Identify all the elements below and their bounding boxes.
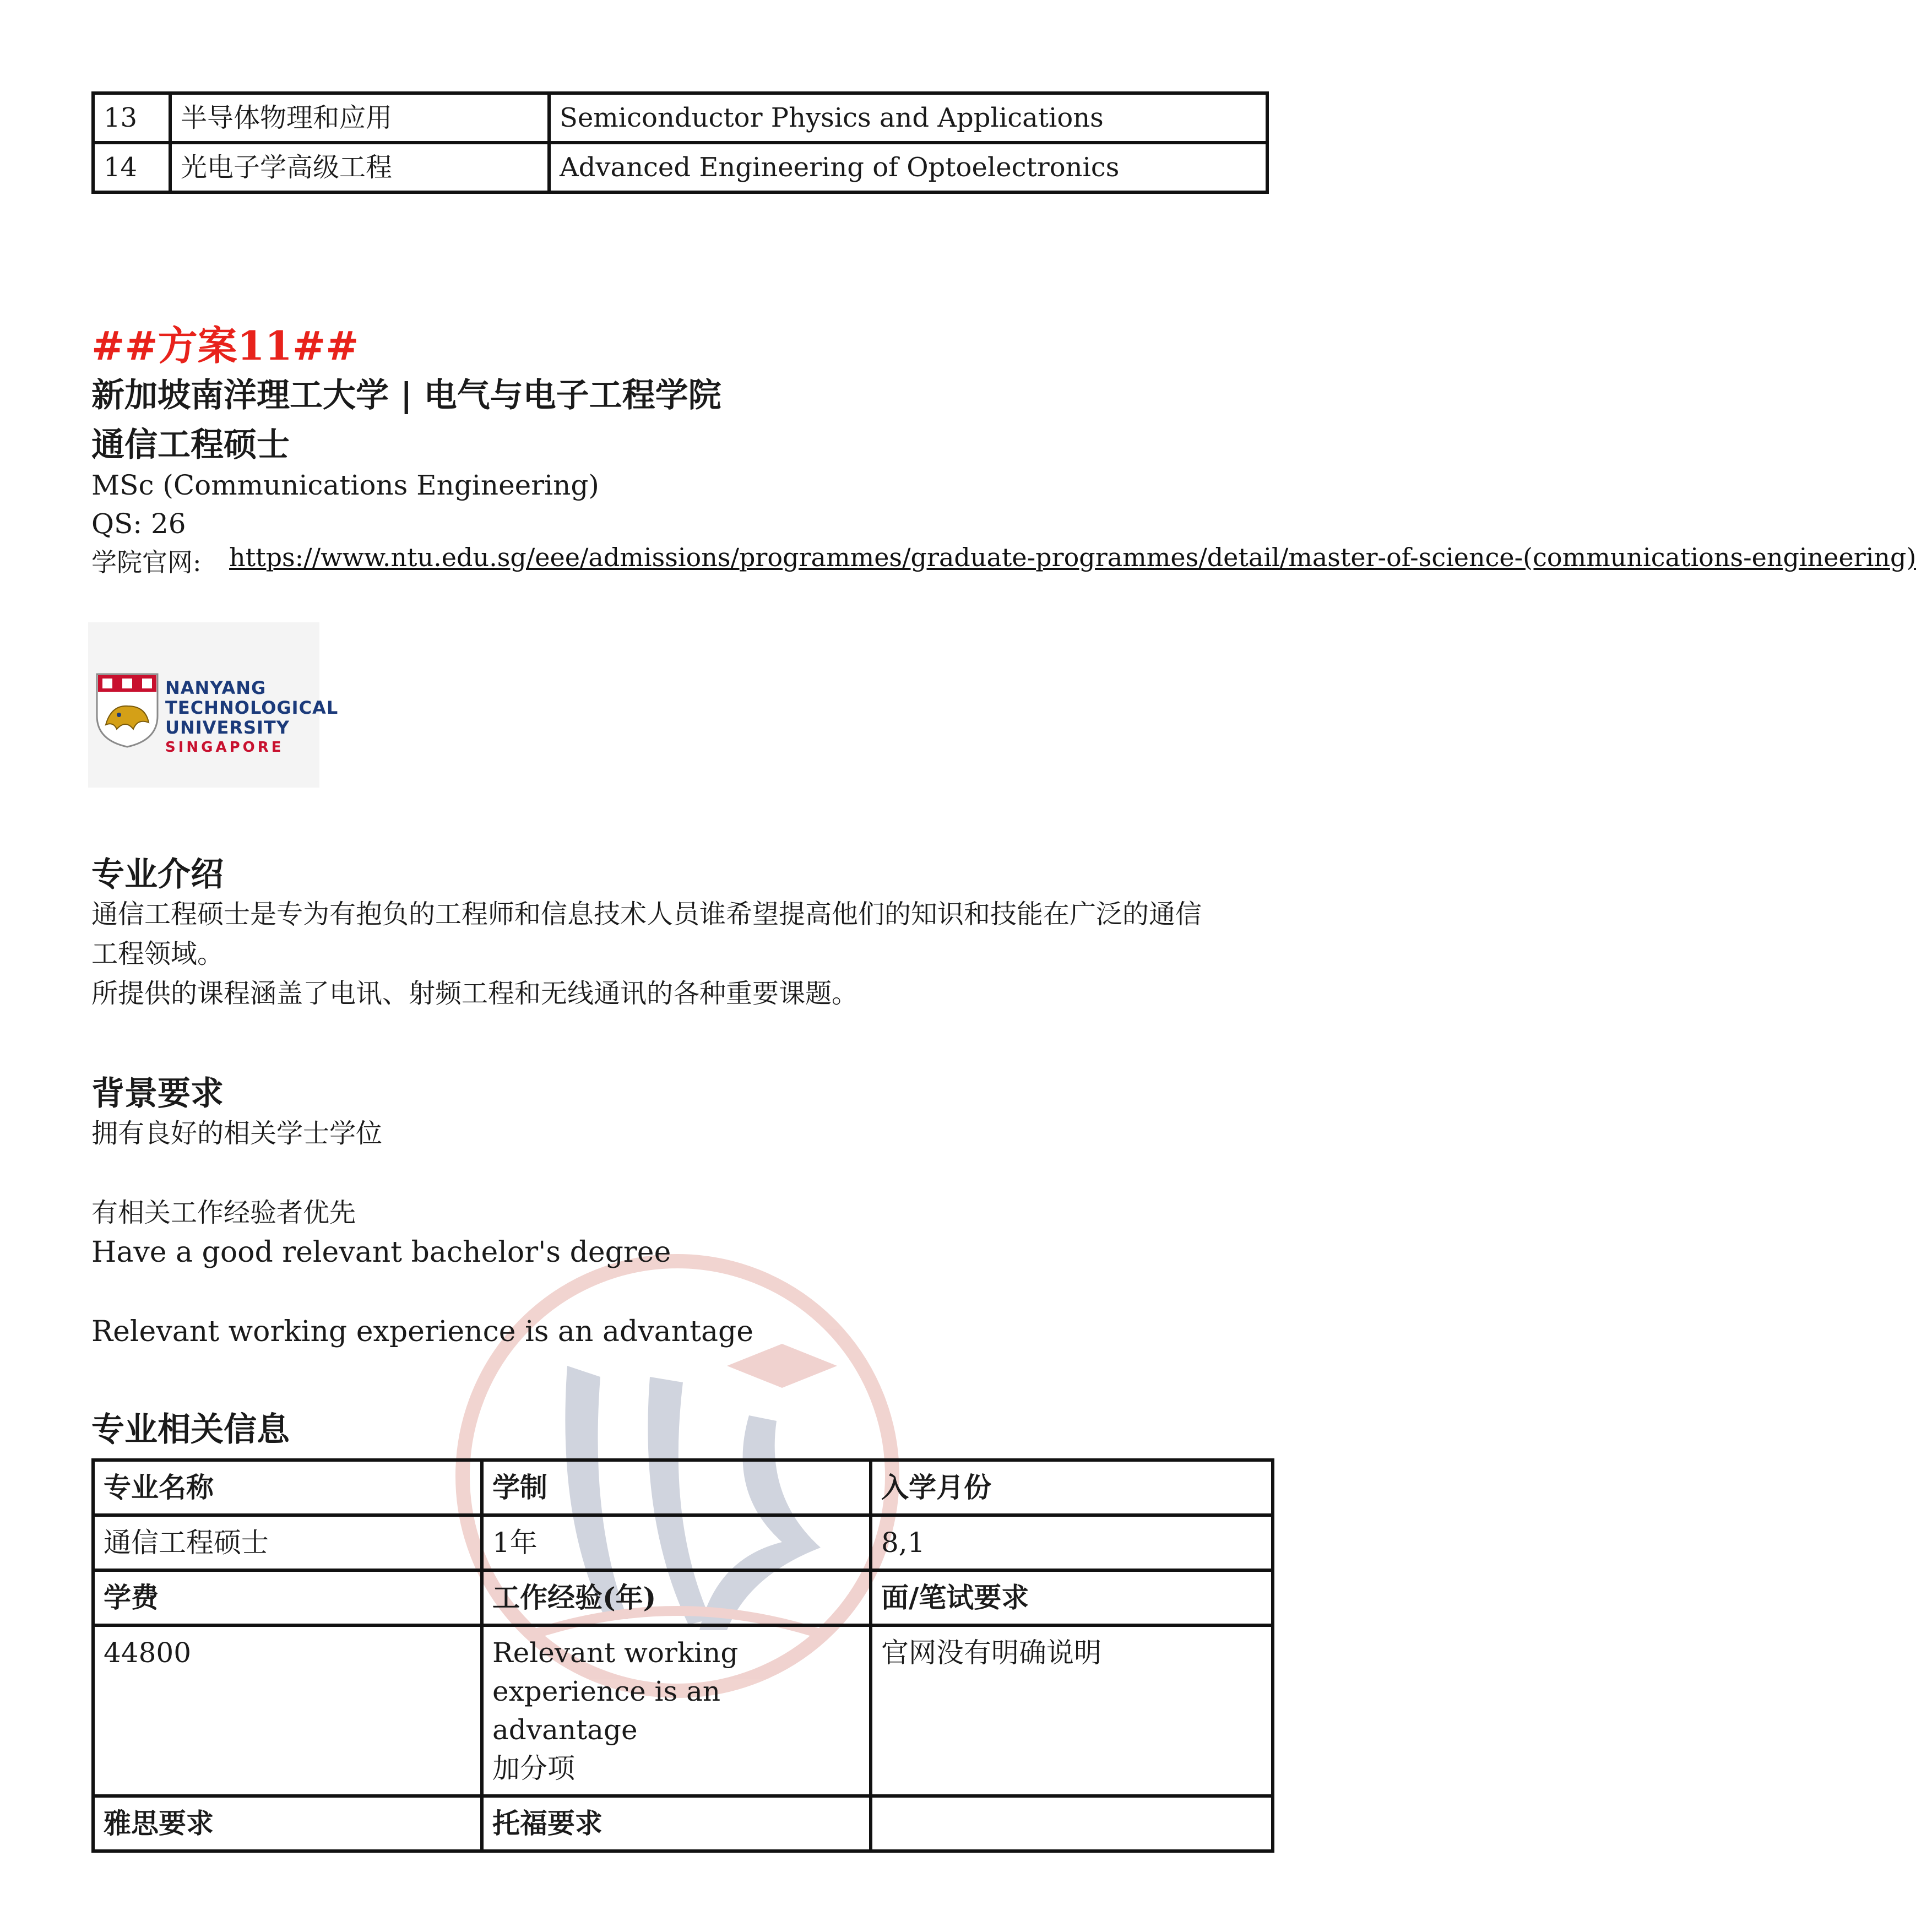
header-ielts: 雅思要求 — [93, 1796, 482, 1851]
header-tuition: 学费 — [93, 1570, 482, 1625]
intro-text-1: 通信工程硕士是专为有抱负的工程师和信息技术人员谁希望提高他们的知识和技能在广泛的通信 — [91, 899, 1202, 930]
value-duration: 1年 — [482, 1515, 871, 1570]
value-experience — [482, 1625, 871, 1796]
table-row — [93, 143, 1267, 192]
table-row — [93, 1515, 1273, 1570]
header-duration: 学制 — [482, 1460, 871, 1515]
course-name-en: Semiconductor Physics and Applications — [549, 93, 1267, 143]
header-program-name: 专业名称 — [93, 1460, 482, 1515]
table-row — [93, 1460, 1273, 1515]
program-name-cn: 通信工程硕士 — [91, 426, 290, 464]
course-number: 14 — [93, 143, 170, 192]
intro-heading: 专业介绍 — [91, 855, 224, 894]
website-row — [91, 542, 1916, 581]
logo-line-3: UNIVERSITY — [165, 717, 290, 738]
header-intake: 入学月份 — [871, 1460, 1273, 1515]
logo-line-4: SINGAPORE — [165, 739, 284, 756]
background-heading: 背景要求 — [91, 1074, 224, 1113]
info-heading: 专业相关信息 — [91, 1410, 290, 1449]
course-name-cn: 光电子学高级工程 — [170, 143, 549, 192]
program-name-en: MSc (Communications Engineering) — [91, 469, 599, 501]
website-link[interactable]: https://www.ntu.edu.sg/eee/admissions/programmes/graduate-programmes/detail/master-of-science-(communications-engineering) — [229, 542, 1916, 572]
value-interview: 官网没有明确说明 — [871, 1625, 1273, 1796]
experience-line-1: Relevant working — [492, 1637, 739, 1669]
intro-text-3: 所提供的课程涵盖了电讯、射频工程和无线通讯的各种重要课题。 — [91, 978, 859, 1009]
table-row — [93, 93, 1267, 143]
ntu-logo — [88, 622, 339, 788]
course-table — [91, 91, 1269, 194]
table-row — [93, 1625, 1273, 1796]
header-interview: 面/笔试要求 — [871, 1570, 1273, 1625]
experience-line-2: experience is an advantage — [492, 1675, 721, 1746]
course-number: 13 — [93, 93, 170, 143]
university-name: 新加坡南洋理工大学 | 电气与电子工程学院 — [91, 376, 721, 415]
website-label: 学院官网: — [91, 547, 202, 577]
experience-line-3: 加分项 — [492, 1752, 575, 1784]
intro-text-2: 工程领域。 — [91, 938, 224, 969]
table-row — [93, 1570, 1273, 1625]
value-intake: 8,1 — [871, 1515, 1273, 1570]
program-info-table — [91, 1458, 1274, 1853]
header-toefl: 托福要求 — [482, 1796, 871, 1851]
logo-line-1: NANYANG — [165, 677, 267, 698]
ntu-crest-icon — [95, 672, 160, 749]
background-line-4: Relevant working experience is an advantage — [91, 1315, 754, 1348]
table-row — [93, 1796, 1273, 1851]
header-experience: 工作经验(年) — [482, 1570, 871, 1625]
course-name-en: Advanced Engineering of Optoelectronics — [549, 143, 1267, 192]
plan-title: ##方案11## — [91, 322, 359, 369]
value-program-name: 通信工程硕士 — [93, 1515, 482, 1570]
logo-line-2: TECHNOLOGICAL — [165, 697, 339, 718]
background-line-3: Have a good relevant bachelor's degree — [91, 1236, 671, 1269]
course-name-cn: 半导体物理和应用 — [170, 93, 549, 143]
background-line-1: 拥有良好的相关学士学位 — [91, 1118, 383, 1149]
qs-ranking: QS: 26 — [91, 508, 186, 540]
value-tuition: 44800 — [93, 1625, 482, 1796]
empty-cell — [871, 1796, 1273, 1851]
background-line-2: 有相关工作经验者优先 — [91, 1197, 356, 1228]
